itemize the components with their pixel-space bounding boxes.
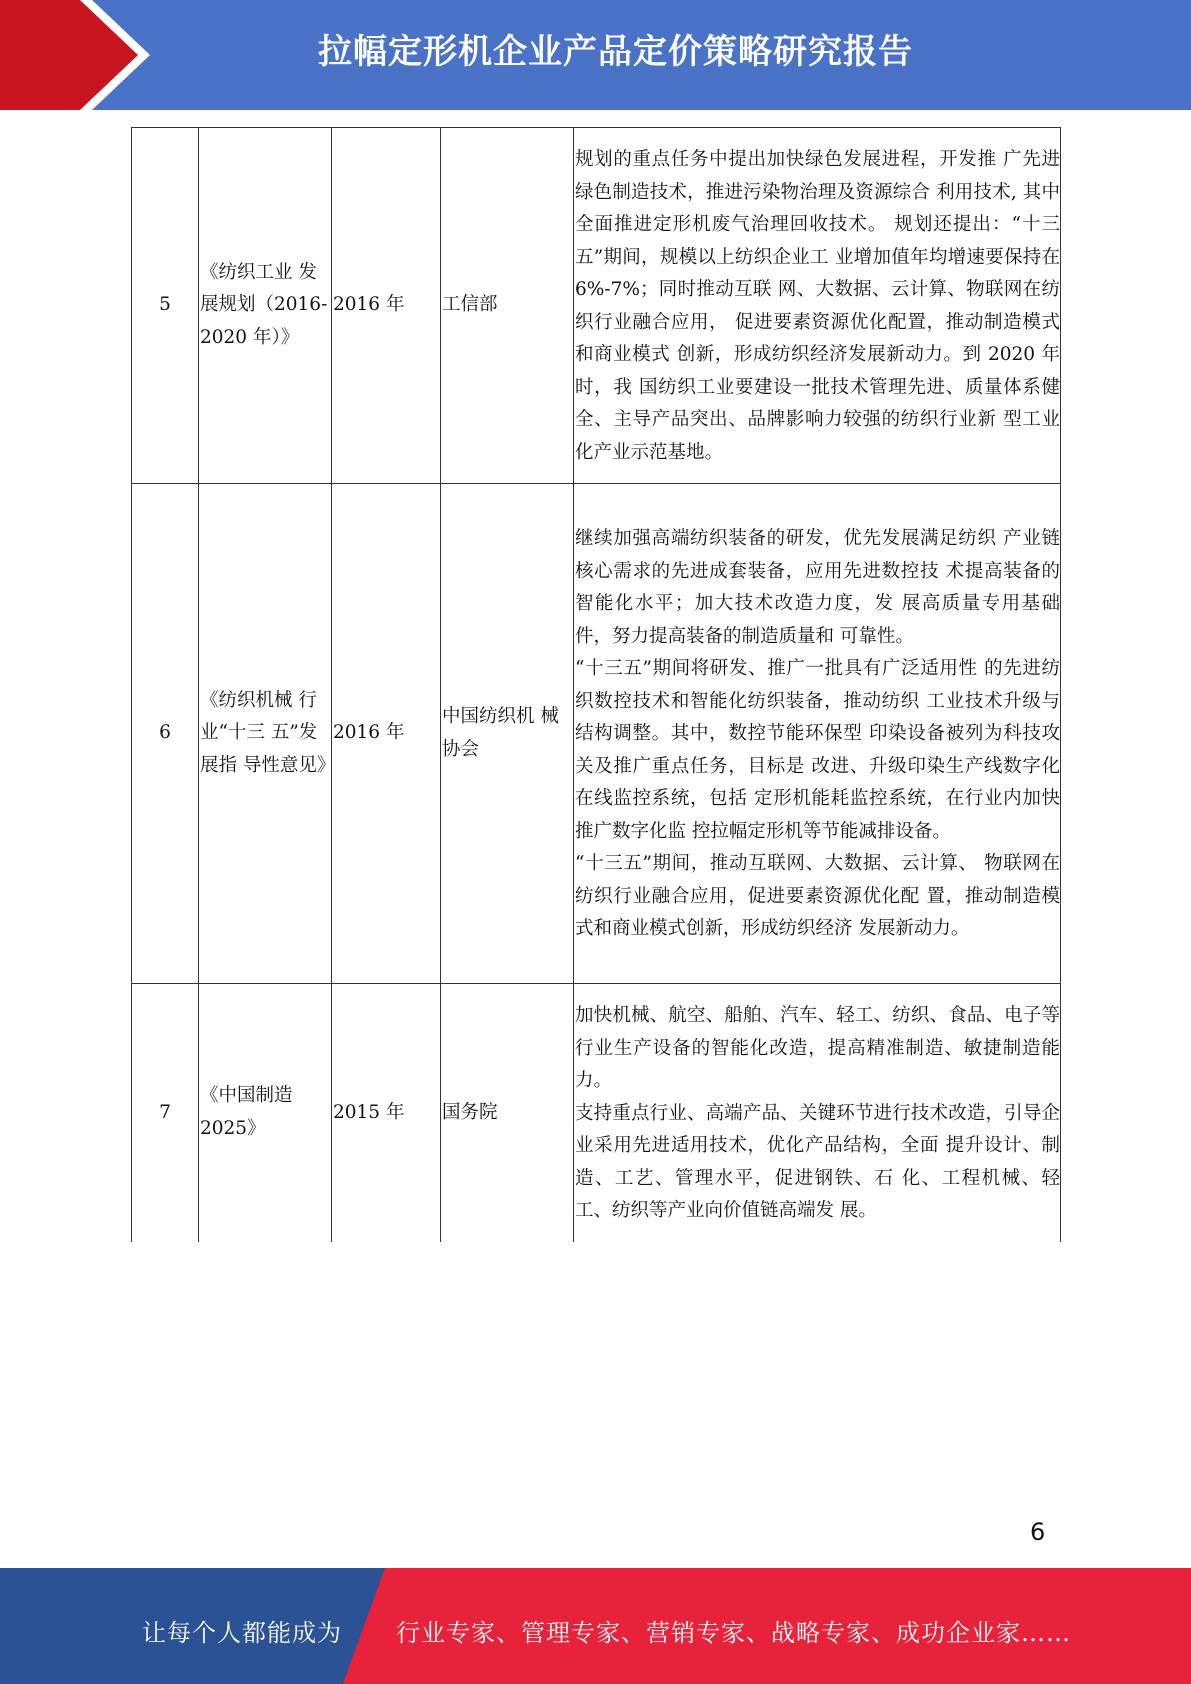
table-row — [132, 484, 1061, 984]
policy-year: 2015 年 — [332, 984, 441, 1242]
table-row — [132, 984, 1061, 1242]
policy-content: 加快机械、航空、船舶、汽车、轻工、纺织、食品、电子等行业生产设备的智能化改造，提高精准制造、敏捷制造能力。 支持重点行业、高端产品、关键环节进行技术改造，引导企业采用先进适用技术，优化产品结构，全面 提升设计、制造、工艺、管理水平，促进钢铁、石 化、工程机械、轻工、纺织等产业向价值链高端发 展。 — [574, 984, 1061, 1242]
row-number: 6 — [132, 484, 199, 984]
footer-slogan-left: 让每个人都能成为 — [142, 1619, 342, 1647]
policy-issuer: 工信部 — [441, 128, 574, 484]
policy-year: 2016 年 — [332, 484, 441, 984]
page-header — [0, 0, 1191, 110]
table-row — [132, 128, 1061, 484]
policy-name: 《纺织工业 发展规划（2016-2020 年）》 — [199, 128, 332, 484]
policy-name: 《中国制造 2025》 — [199, 984, 332, 1242]
report-title: 拉幅定形机企业产品定价策略研究报告 — [318, 32, 913, 72]
policy-name: 《纺织机械 行业“十三 五”发展指 导性意见》 — [199, 484, 332, 984]
policy-table — [131, 127, 1061, 1242]
policy-content: 继续加强高端纺织装备的研发，优先发展满足纺织 产业链核心需求的先进成套装备，应用先进数控技 术提高装备的智能化水平；加大技术改造力度，发 展高质量专用基础件，努力提高装备的制造质量和 可靠性。 “十三五”期间将研发、推广一批具有广泛适用性 的先进纺织数控技术和智能化纺织装备，推动纺织 工业技术升级与结构调整。其中，数控节能环保型 印染设备被列为科技攻关及推广重点任务，目标是 改进、升级印染生产线数字化在线监控系统，包括 定形机能耗监控系统，在行业内加快推广数字化监 控拉幅定形机等节能减排设备。 “十三五”期间，推动互联网、大数据、云计算、 物联网在纺织行业融合应用，促进要素资源优化配 置，推动制造模式和商业模式创新，形成纺织经济 发展新动力。 — [574, 484, 1061, 984]
row-number: 7 — [132, 984, 199, 1242]
page-number: 6 — [1030, 1518, 1046, 1546]
policy-issuer: 中国纺织机 械协会 — [441, 484, 574, 984]
policy-issuer: 国务院 — [441, 984, 574, 1242]
policy-content: 规划的重点任务中提出加快绿色发展进程，开发推 广先进绿色制造技术，推进污染物治理及资源综合 利用技术, 其中全面推进定形机废气治理回收技术。 规划还提出：“十三五”期间，规模以上纺织企业工 业增加值年均增速要保持在 6%-7%；同时推动互联 网、大数据、云计算、物联网在纺织行业融合应用， 促进要素资源优化配置，推动制造模式和商业模式 创新，形成纺织经济发展新动力。到 2020 年时，我 国纺织工业要建设一批技术管理先进、质量体系健 全、主导产品突出、品牌影响力较强的纺织行业新 型工业化产业示范基地。 — [574, 128, 1061, 484]
footer-slogan-right: 行业专家、管理专家、营销专家、战略专家、成功企业家…… — [396, 1619, 1071, 1647]
row-number: 5 — [132, 128, 199, 484]
policy-year: 2016 年 — [332, 128, 441, 484]
